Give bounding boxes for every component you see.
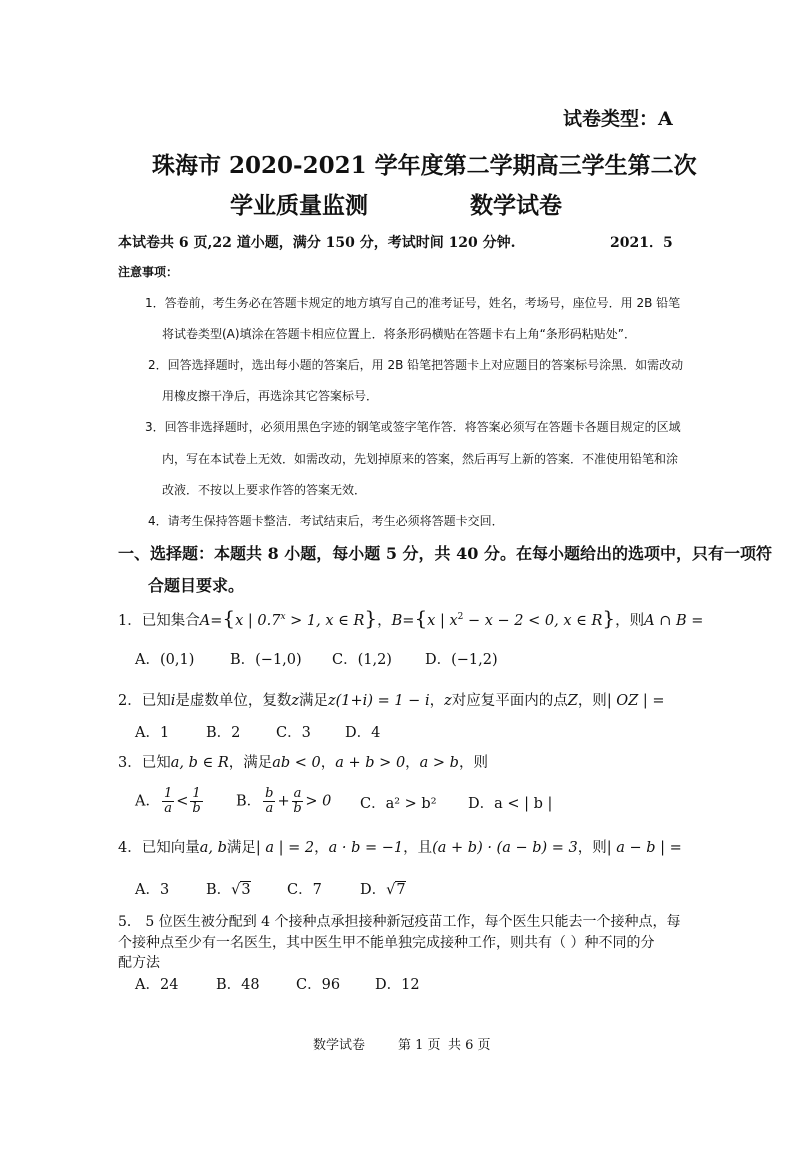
q2-option-a: A．1 bbox=[135, 725, 170, 741]
question-5-line-3: 配方法 bbox=[118, 955, 160, 971]
notice-line: 改液．不按以上要求作答的答案无效． bbox=[162, 483, 367, 497]
notice-line: 4．请考生保持答题卡整洁．考试结束后，考生必须将答题卡交回． bbox=[148, 514, 504, 528]
exam-date: 2021．5 bbox=[610, 235, 673, 251]
q4-option-c: C．7 bbox=[287, 882, 322, 898]
q2-option-c: C．3 bbox=[276, 725, 311, 741]
exam-info: 本试卷共 6 页,22 道小题，满分 150 分，考试时间 120 分钟. bbox=[118, 235, 516, 251]
q1-option-a: A．(0,1) bbox=[135, 652, 195, 668]
title-line-1: 珠海市 2020-2021 学年度第二学期高三学生第二次 bbox=[152, 152, 697, 179]
q2-option-d: D．4 bbox=[345, 725, 381, 741]
q3-option-d: D．a < | b | bbox=[468, 796, 553, 812]
title-line-2a: 学业质量监测 bbox=[230, 192, 368, 219]
question-2: 2．已知i是虚数单位，复数z满足z(1+i) = 1 − i，z对应复平面内的点Z，则| OZ | = bbox=[118, 693, 665, 709]
question-4: 4．已知向量a, b满足| a | = 2，a · b = −1，且(a + b) · (a − b) = 3，则| a − b | = bbox=[118, 840, 682, 856]
q3-option-c: C．a² > b² bbox=[360, 796, 437, 812]
q3-option-a: A． $\frac{1}{a}$ < $\frac{1}{b}$ bbox=[135, 786, 201, 816]
notice-line: 2．回答选择题时，选出每小题的答案后，用 2B 铅笔把答题卡上对应题目的答案标号涂黑．如需改动 bbox=[148, 358, 684, 372]
section-heading: 一、选择题：本题共 8 小题，每小题 5 分，共 40 分。在每小题给出的选项中，只有一项符 bbox=[118, 544, 772, 563]
notice-line: 用橡皮擦干净后，再选涂其它答案标号． bbox=[162, 389, 379, 403]
notice-line: 内，写在本试卷上无效．如需改动，先划掉原来的答案，然后再写上新的答案．不准使用铅笔和涂 bbox=[162, 452, 679, 466]
notice-line: 1．答卷前，考生务必在答题卡规定的地方填写自己的准考证号，姓名，考场号，座位号．用 2B 铅笔 bbox=[145, 296, 681, 310]
footer-total: 共 6 页 bbox=[448, 1038, 491, 1053]
notice-line: 将试卷类型(A)填涂在答题卡相应位置上．将条形码横贴在答题卡右上角“条形码粘贴处”． bbox=[162, 327, 637, 341]
q4-option-a: A．3 bbox=[135, 882, 170, 898]
section-heading-cont: 合题目要求。 bbox=[148, 576, 245, 595]
q1-option-d: D．(−1,2) bbox=[425, 652, 498, 668]
q5-option-a: A．24 bbox=[135, 977, 179, 993]
q4-option-d: D．√7 bbox=[360, 882, 406, 898]
footer-page: 第 1 页 bbox=[398, 1038, 441, 1053]
q3-option-b: B． $\frac{b}{a}$ + $\frac{a}{b}$ > 0 bbox=[236, 786, 332, 816]
q5-option-b: B．48 bbox=[216, 977, 260, 993]
footer-subject: 数学试卷 bbox=[313, 1038, 366, 1053]
q5-option-d: D．12 bbox=[375, 977, 420, 993]
notice-line: 3．回答非选择题时，必须用黑色字迹的钢笔或签字笔作答．将答案必须写在答题卡各题目规定的区域 bbox=[145, 420, 681, 434]
q5-option-c: C．96 bbox=[296, 977, 341, 993]
question-5-line-2: 个接种点至少有一名医生，其中医生甲不能单独完成接种工作，则共有（ ）种不同的分 bbox=[118, 935, 655, 951]
title-line-2b: 数学试卷 bbox=[470, 192, 562, 219]
notice-heading: 注意事项： bbox=[118, 265, 179, 279]
q1-option-b: B．(−1,0) bbox=[230, 652, 302, 668]
question-1: 1．已知集合A={x | $0.7^x > 1$, x ∈ R}，B={x | $x^2 - x - 2 < 0$, x ∈ R}，则A ∩ B = bbox=[118, 606, 704, 630]
paper-type: 试卷类型：A bbox=[563, 108, 673, 130]
q2-option-b: B．2 bbox=[206, 725, 241, 741]
q4-option-b: B．√3 bbox=[206, 882, 251, 898]
q1-option-c: C．(1,2) bbox=[332, 652, 392, 668]
question-3: 3．已知a, b ∈ R，满足ab < 0，a + b > 0，a > b，则 bbox=[118, 755, 488, 771]
question-5-line-1: 5． 5 位医生被分配到 4 个接种点承担接种新冠疫苗工作，每个医生只能去一个接种点，每 bbox=[118, 914, 681, 930]
